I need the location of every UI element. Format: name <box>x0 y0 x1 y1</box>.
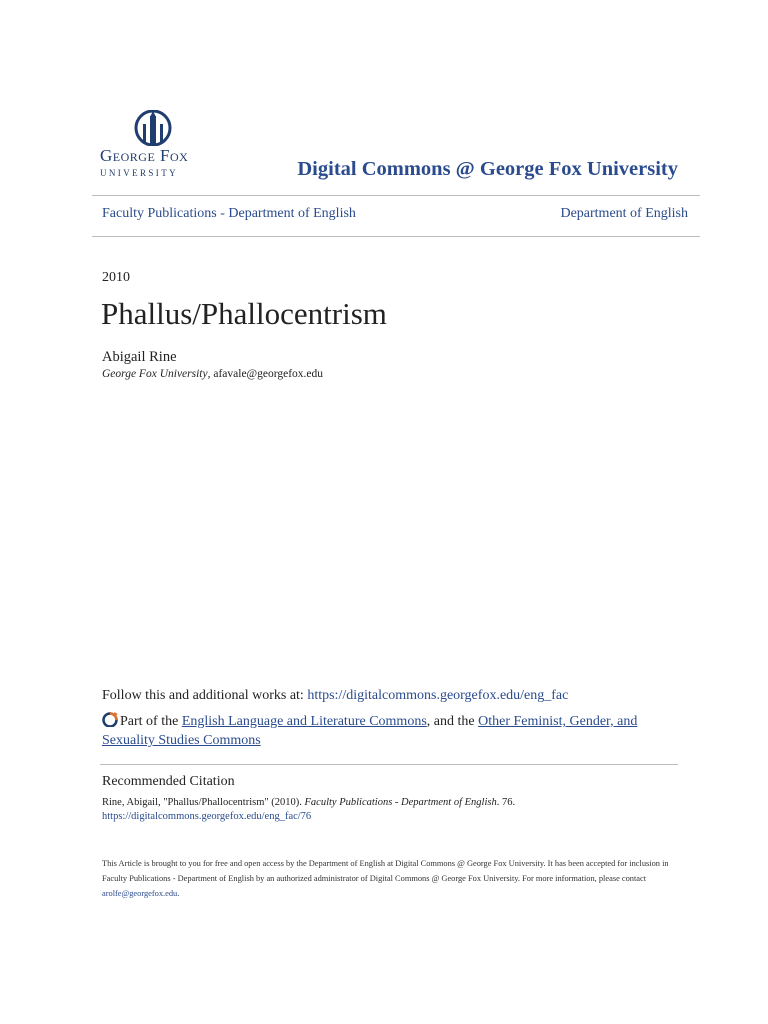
part-of-label: Part of the <box>120 714 182 729</box>
author-name: Abigail Rine <box>102 349 177 365</box>
divider <box>92 236 700 237</box>
header <box>100 108 700 188</box>
citation-text: Rine, Abigail, "Phallus/Phallocentrism" (2010). <box>102 797 305 808</box>
citation-number: . 76. <box>496 797 516 808</box>
feminist-commons-link[interactable]: Other Feminist, Gender, and Sexuality Studies Commons <box>102 714 638 748</box>
and-the-text: , and the <box>426 714 479 729</box>
citation-heading: Recommended Citation <box>102 774 235 789</box>
contact-email-link[interactable]: arolfe@georgefox.edu <box>102 889 178 898</box>
author-affiliation <box>102 368 323 380</box>
follow-line <box>102 688 568 704</box>
collection-link[interactable]: Faculty Publications - Department of English <box>102 206 356 221</box>
university-logo[interactable] <box>100 108 210 184</box>
department-link[interactable]: Department of English <box>560 206 688 221</box>
article-title: Phallus/Phallocentrism <box>101 296 387 331</box>
follow-url-link[interactable]: https://digitalcommons.georgefox.edu/eng_fac <box>307 688 569 703</box>
logo-name: George Fox <box>100 146 189 165</box>
part-of-line <box>102 711 662 750</box>
publication-year: 2010 <box>102 270 130 285</box>
author-email: , afavale@georgefox.edu <box>207 368 324 380</box>
citation-url-link[interactable]: https://digitalcommons.georgefox.edu/eng_fac/76 <box>102 811 312 822</box>
logo-university: UNIVERSITY <box>100 168 178 178</box>
footer-notice <box>102 856 672 901</box>
divider <box>100 764 678 765</box>
university-seal-icon <box>134 110 172 146</box>
english-commons-link[interactable]: English Language and Literature Commons <box>181 714 427 729</box>
open-access-icon <box>102 711 119 727</box>
footer-text: This Article is brought to you for free and open access by the Department of English at Digital Commons @ George Fox University. It has been accepted for inclusion in Faculty Publications - Department of English by an authorized administrator of Digital Commons @ George Fox University. For more information, please contact <box>102 859 669 883</box>
repository-title-link[interactable]: Digital Commons @ George Fox University <box>297 158 678 180</box>
follow-label: Follow this and additional works at: <box>102 688 308 703</box>
citation-series: Faculty Publications - Department of English <box>304 797 497 808</box>
affiliation-name: George Fox University <box>102 368 208 380</box>
citation-block <box>102 796 662 824</box>
footer-end: . <box>177 889 180 898</box>
divider <box>92 195 700 196</box>
